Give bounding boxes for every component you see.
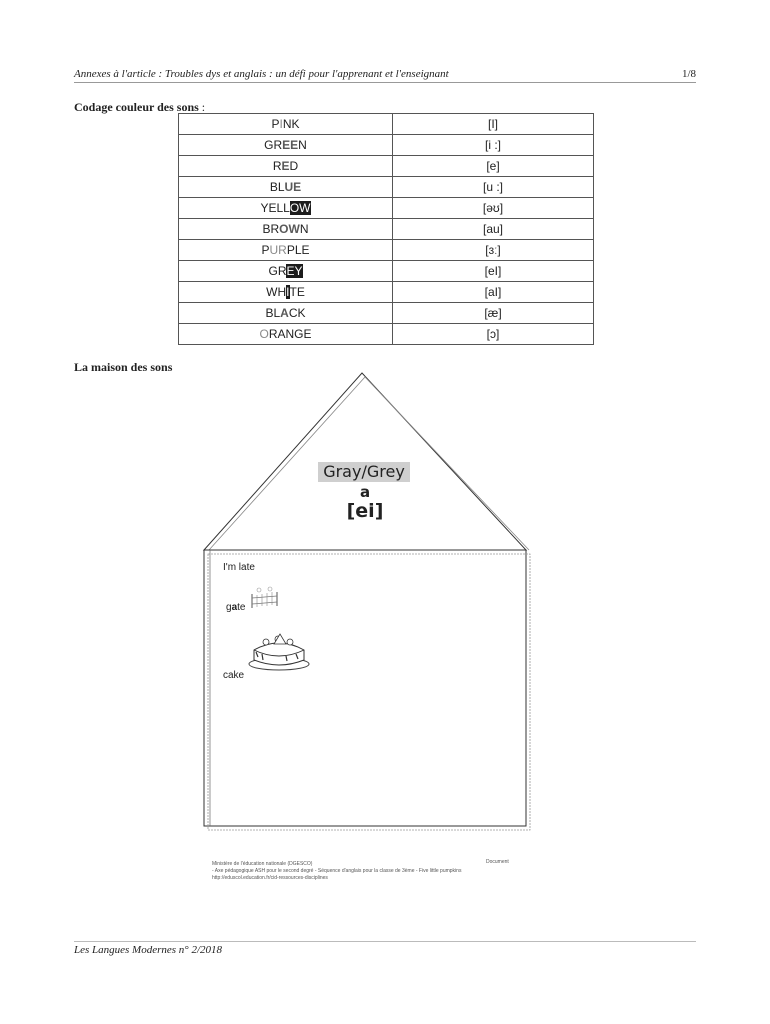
color-word-post: RANGE	[268, 327, 312, 341]
section-title-colon: :	[201, 100, 206, 114]
color-word-cell	[179, 198, 393, 219]
color-word-pre: P	[261, 243, 270, 257]
word-gate-post: te	[237, 602, 246, 613]
footnote-line-3: http://eduscol.education.fr/cid-ressources-disciplines	[212, 875, 328, 881]
color-word-pre: P	[271, 117, 280, 131]
phonetic-cell: [i :]	[393, 135, 594, 156]
color-word-post: TE	[289, 285, 305, 299]
phonetic-cell: [ɔ]	[393, 324, 594, 345]
color-word-cell	[179, 261, 393, 282]
phonetic-cell: [ɜː]	[393, 240, 594, 261]
color-word-cell	[179, 282, 393, 303]
color-word-highlight: UE	[284, 180, 302, 194]
color-word-highlight: EE	[282, 138, 299, 152]
color-word-post: N	[299, 222, 309, 236]
color-word-post: D	[289, 159, 299, 173]
phonetic-cell: [au]	[393, 219, 594, 240]
page-footer: Les Langues Modernes n° 2/2018	[74, 944, 223, 956]
word-gate	[226, 602, 245, 613]
word-im-late: I'm late	[223, 562, 255, 573]
phonetic-cell: [aI]	[393, 282, 594, 303]
color-word-cell	[179, 324, 393, 345]
color-word-pre: GR	[264, 138, 283, 152]
color-word-highlight: O	[259, 327, 269, 341]
color-word-cell	[179, 177, 393, 198]
color-word-highlight: OW	[279, 222, 300, 236]
color-word-cell	[179, 303, 393, 324]
house-letter: a	[359, 483, 371, 501]
color-word-pre: GR	[268, 264, 287, 278]
color-word-post: N	[298, 138, 307, 152]
color-word-cell	[179, 114, 393, 135]
house-title: Gray/Grey	[318, 462, 410, 482]
color-row	[179, 135, 594, 156]
phonetic-cell: [æ]	[393, 303, 594, 324]
color-row	[179, 114, 594, 135]
color-row	[179, 198, 594, 219]
color-word-pre: BR	[262, 222, 280, 236]
phonetic-cell: [e]	[393, 156, 594, 177]
phonetic-cell: [I]	[393, 114, 594, 135]
color-row	[179, 177, 594, 198]
header-rule	[74, 82, 696, 83]
color-row	[179, 219, 594, 240]
color-word-post: NK	[282, 117, 300, 131]
color-word-highlight: OW	[289, 201, 311, 215]
cake-icon	[246, 630, 312, 672]
color-row	[179, 240, 594, 261]
color-row	[179, 303, 594, 324]
page-number: 1/8	[681, 68, 696, 80]
gate-icon	[250, 586, 280, 610]
color-sound-table	[178, 113, 594, 345]
section-title-text: Codage couleur des sons	[74, 100, 199, 114]
word-cake: cake	[223, 670, 245, 681]
phonetic-cell: [u :]	[393, 177, 594, 198]
color-row	[179, 324, 594, 345]
color-word-highlight: EY	[286, 264, 303, 278]
color-word-highlight: I	[286, 285, 290, 299]
color-word-pre: BL	[265, 306, 281, 320]
header-title: Annexes à l'article : Troubles dys et anglais : un défi pour l'apprenant et l'enseignant	[74, 68, 449, 80]
color-word-highlight: E	[281, 159, 290, 173]
word-gate-hl: a	[231, 602, 238, 613]
color-row	[179, 156, 594, 177]
house-footnote	[212, 861, 492, 882]
phonetic-cell: [əʊ]	[393, 198, 594, 219]
house-sound: [ei]	[346, 500, 384, 522]
color-row	[179, 261, 594, 282]
word-gate-pre: g	[226, 602, 232, 613]
color-word-pre: BL	[269, 180, 285, 194]
color-word-highlight: I	[279, 117, 283, 131]
color-word-pre: R	[272, 159, 282, 173]
section-title-sound-house: La maison des sons	[74, 360, 173, 374]
color-word-cell	[179, 135, 393, 156]
footnote-line-2: - Axe pédagogique ASH pour le second degré - Séquence d'anglais pour la classe de 3ème - Five little pumpkins	[212, 868, 462, 874]
color-word-post: PLE	[286, 243, 310, 257]
color-word-post: CK	[288, 306, 306, 320]
color-word-highlight: A	[280, 306, 289, 320]
color-word-pre: YELL	[260, 201, 290, 215]
phonetic-cell: [eI]	[393, 261, 594, 282]
color-word-cell	[179, 156, 393, 177]
color-word-pre: WH	[266, 285, 287, 299]
color-word-highlight: UR	[269, 243, 287, 257]
footnote-line-1: Ministère de l'éducation nationale (DGESCO)	[212, 861, 313, 867]
color-row	[179, 282, 594, 303]
color-word-cell	[179, 240, 393, 261]
footer-rule	[74, 941, 696, 942]
color-word-cell	[179, 219, 393, 240]
footnote-document-label: Document	[486, 859, 509, 865]
